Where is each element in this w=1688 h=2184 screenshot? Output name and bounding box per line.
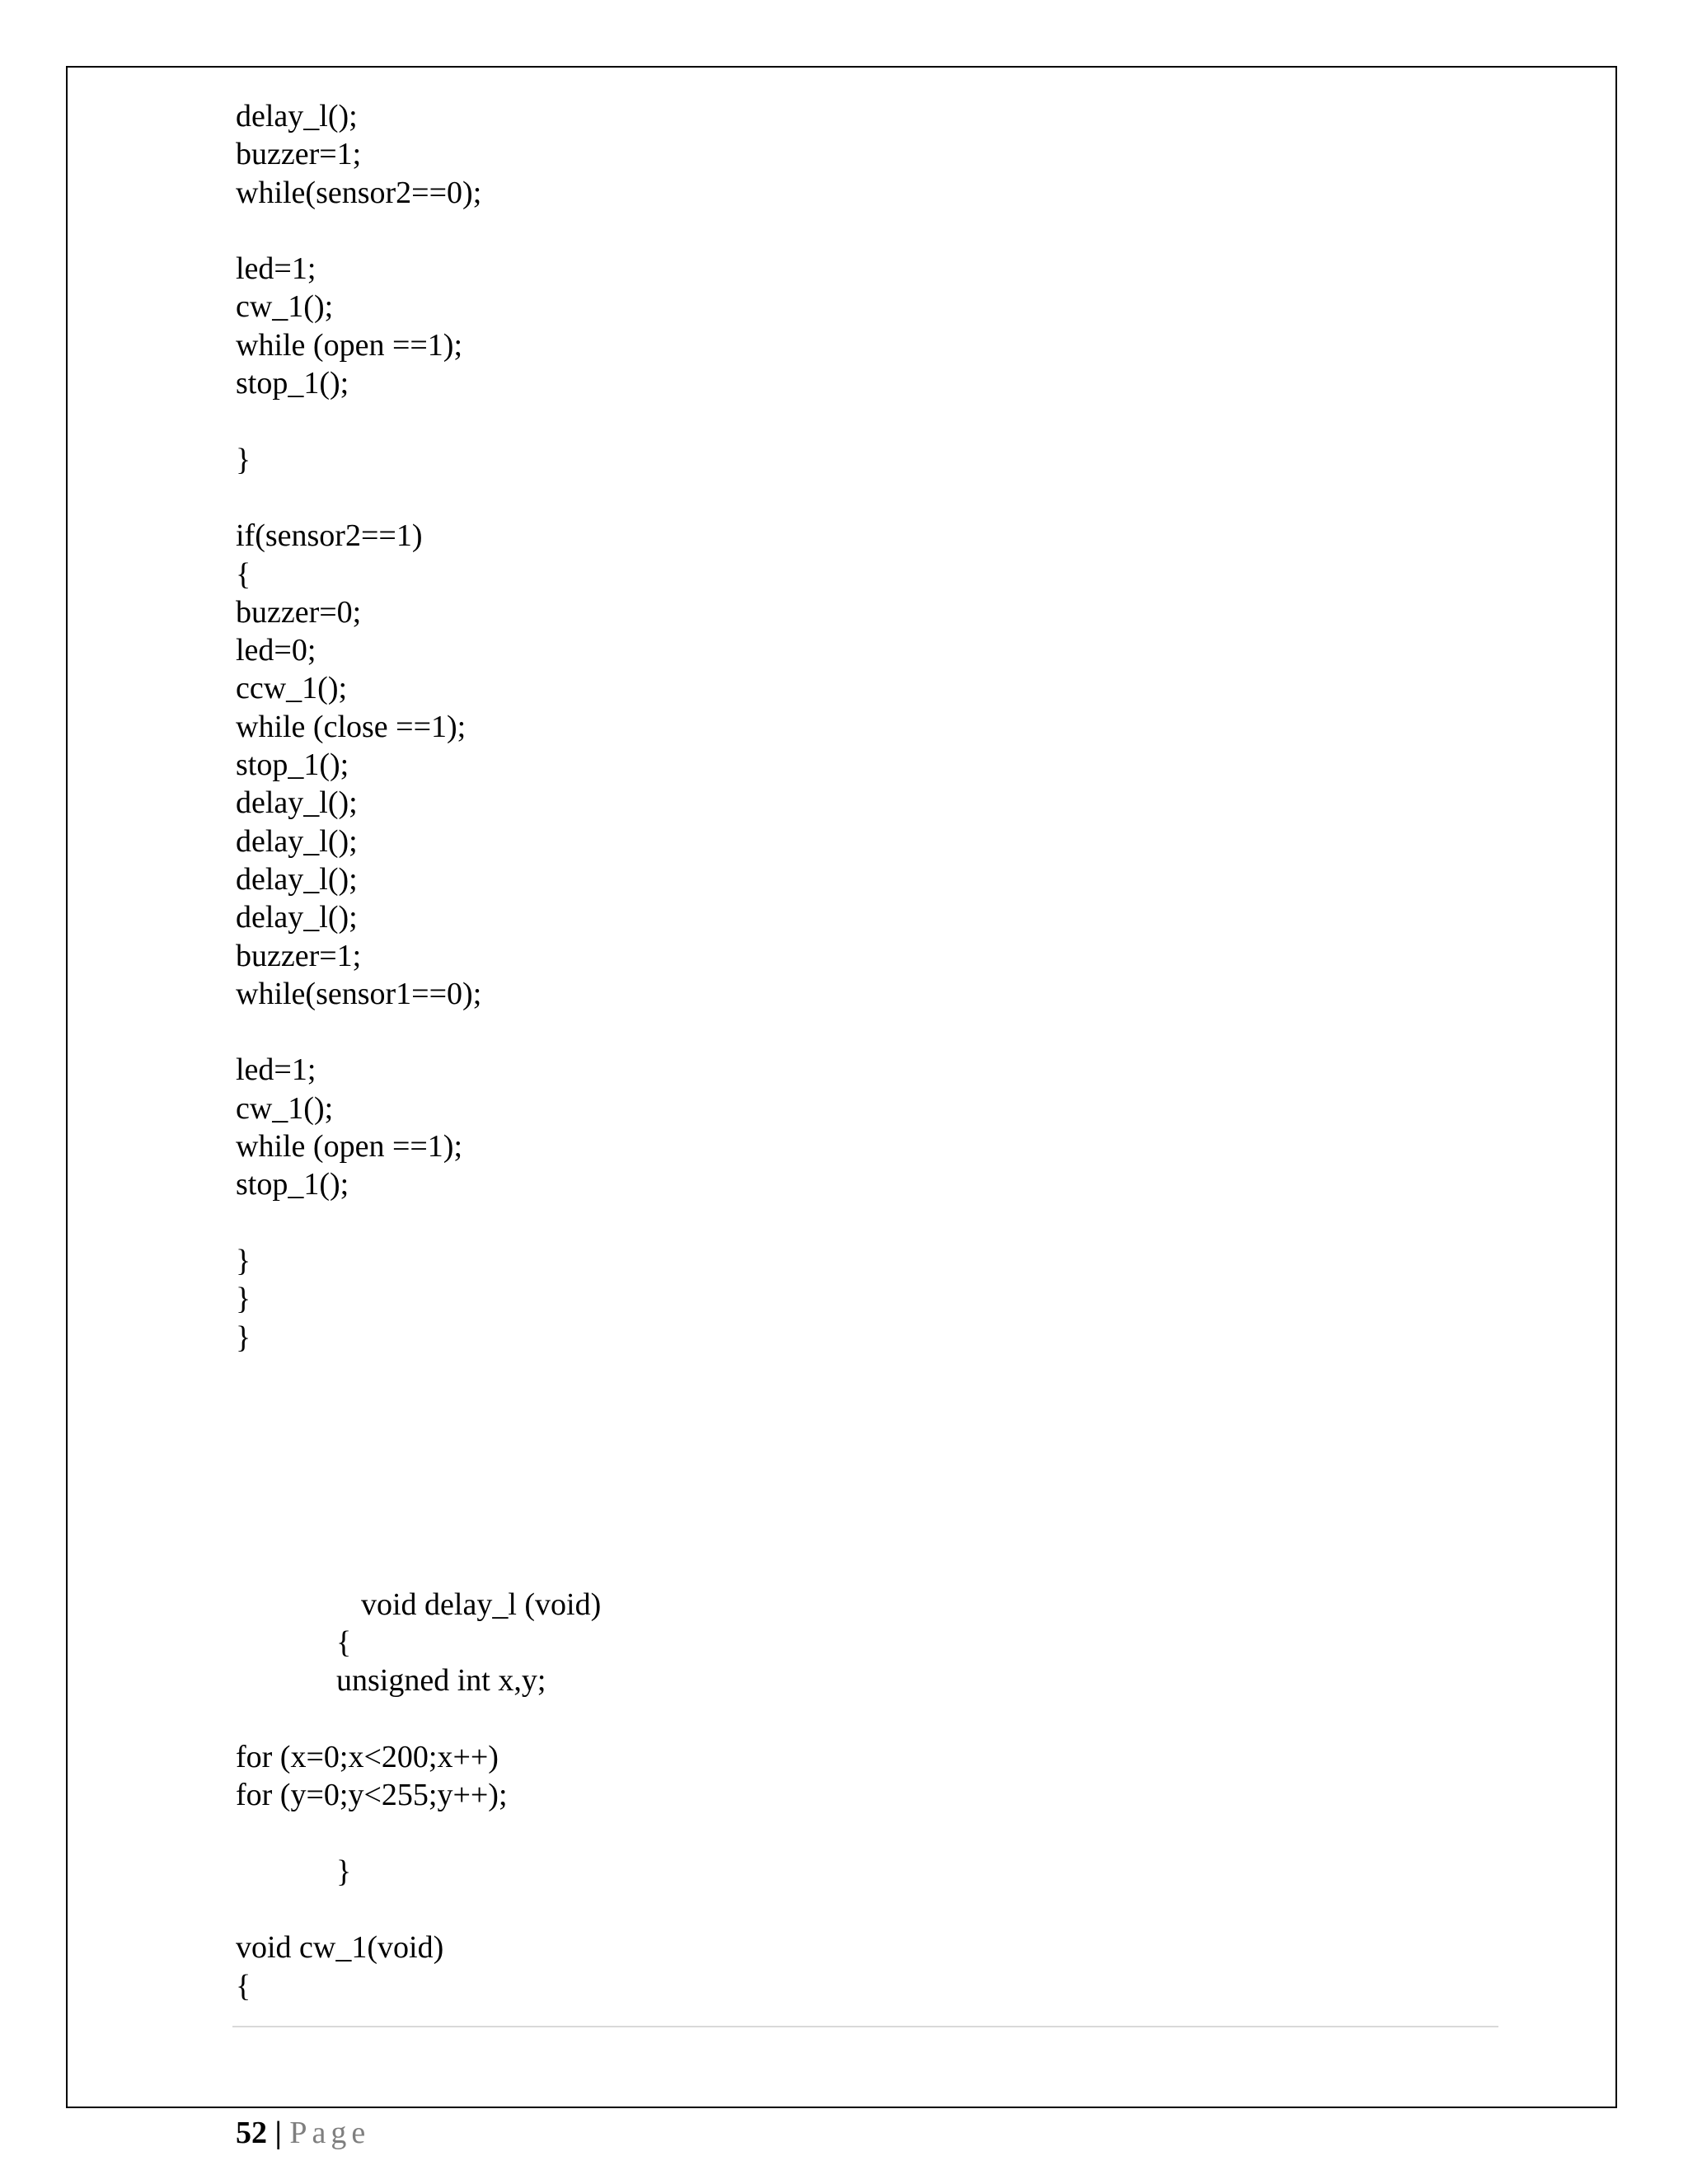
code-line: } (236, 442, 251, 477)
code-line: while (open ==1); (236, 1129, 463, 1165)
code-line: led=1; (236, 251, 316, 287)
code-line: cw_1(); (236, 1090, 334, 1126)
code-line: ccw_1(); (236, 671, 348, 706)
code-line: } (236, 1319, 251, 1355)
code-line: delay_l(); (236, 823, 358, 859)
blank-line (236, 1394, 1554, 1432)
code-line: buzzer=1; (236, 137, 362, 172)
code-line: { (336, 1624, 352, 1660)
code-line: delay_l(); (236, 785, 358, 821)
code-line: while(sensor1==0); (236, 976, 482, 1011)
code-line: } (336, 1854, 352, 1889)
code-line: while (open ==1); (236, 327, 463, 363)
code-line: delay_l(); (236, 900, 358, 935)
code-line: while (close ==1); (236, 709, 467, 744)
code-line: led=0; (236, 633, 316, 668)
code-line: delay_l(); (236, 99, 358, 134)
footer-separator: | (274, 2116, 282, 2150)
code-line: } (236, 1282, 251, 1317)
code-line: unsigned int x,y; (336, 1663, 546, 1699)
code-line: delay_l(); (236, 861, 358, 897)
blank-line (236, 1814, 1554, 1852)
code-line: if(sensor2==1) (236, 518, 423, 554)
blank-line (236, 1432, 1554, 1470)
footer-rule (232, 2026, 1498, 2027)
blank-line (236, 1204, 1554, 1242)
blank-line (236, 1509, 1554, 1547)
blank-line (236, 1013, 1554, 1051)
code-line: void delay_l (void) (361, 1586, 602, 1622)
code-line: for (y=0;y<255;y++); (236, 1778, 508, 1813)
blank-line (236, 212, 1554, 250)
code-line: stop_1(); (236, 1167, 349, 1202)
code-line: } (236, 1243, 251, 1278)
code-line: buzzer=1; (236, 938, 362, 973)
code-line: led=1; (236, 1052, 316, 1088)
code-listing (236, 97, 1554, 2005)
code-line: while(sensor2==0); (236, 175, 482, 210)
code-line: { (236, 1968, 251, 2004)
code-line: stop_1(); (236, 748, 349, 783)
blank-line (236, 1891, 1554, 1929)
blank-line (236, 1471, 1554, 1509)
code-line: buzzer=0; (236, 594, 362, 630)
blank-line (236, 1357, 1554, 1394)
page-label: Page (289, 2116, 371, 2150)
code-line: { (236, 556, 251, 592)
code-line: for (x=0;x<200;x++) (236, 1739, 499, 1774)
page-number: 52 (236, 2116, 267, 2150)
blank-line (236, 479, 1554, 517)
code-line: cw_1(); (236, 289, 334, 325)
blank-line (236, 1699, 1554, 1737)
page-footer (236, 2114, 370, 2152)
code-line: stop_1(); (236, 366, 349, 401)
blank-line (236, 402, 1554, 440)
code-line: void cw_1(void) (236, 1930, 444, 1966)
blank-line (236, 1547, 1554, 1585)
